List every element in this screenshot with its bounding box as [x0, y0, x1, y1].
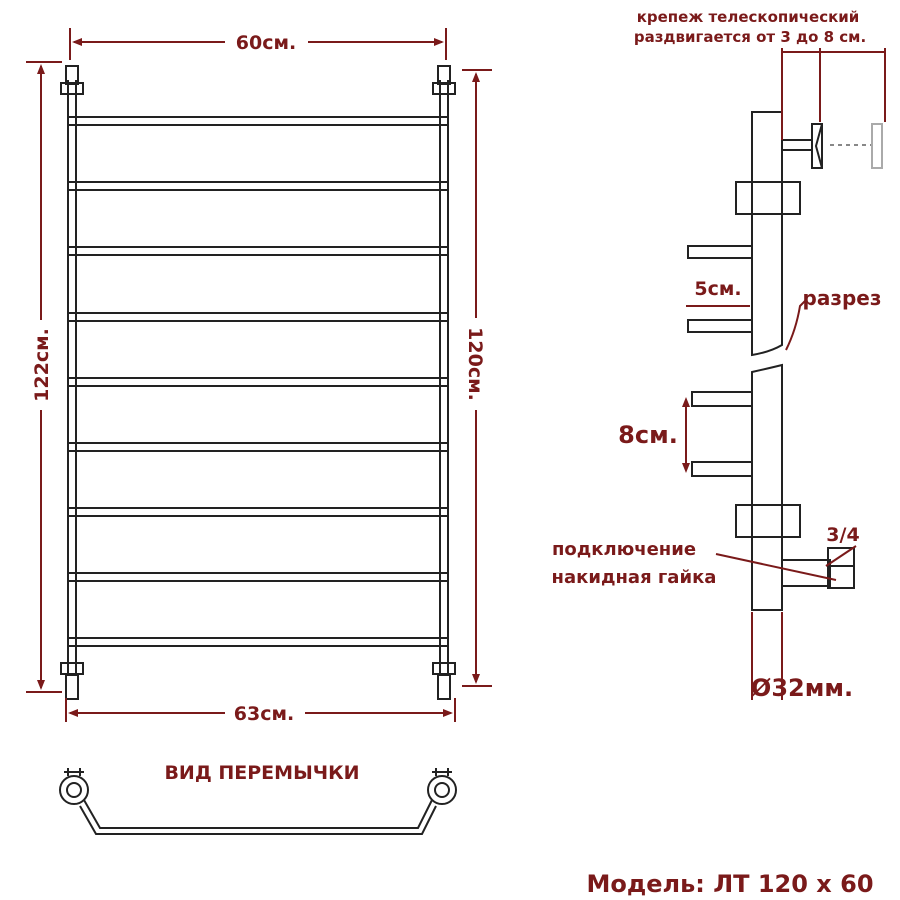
total-height-label: 122см.	[31, 328, 53, 402]
mount-note-line2: раздвигается от 3 до 8 см.	[633, 28, 867, 46]
connection-fitting	[716, 546, 856, 588]
lower-rungs	[692, 392, 752, 476]
rung	[68, 573, 448, 581]
rung	[68, 247, 448, 255]
rung	[68, 117, 448, 125]
mount-height-label: 120см.	[464, 327, 486, 401]
rungs	[68, 117, 448, 646]
rung	[68, 443, 448, 451]
section-label: разрез	[802, 286, 882, 310]
rung	[68, 378, 448, 386]
side-view	[552, 8, 885, 702]
model-label: Модель: ЛТ 120 х 60	[586, 870, 874, 898]
mount-height-dimension	[462, 70, 492, 686]
top-width-dimension	[70, 28, 446, 60]
rung	[68, 182, 448, 190]
rung-offset-label: 5см.	[694, 278, 742, 300]
bridge-view	[60, 762, 456, 834]
total-height-dimension	[26, 62, 62, 692]
bottom-width-label: 63см.	[233, 703, 295, 725]
mount-note-line1: крепеж телескопический	[636, 8, 860, 26]
rung-offset-dimension	[686, 278, 750, 306]
upper-post	[752, 112, 782, 355]
connection-line2: накидная гайка	[551, 567, 717, 588]
top-width-label: 60см.	[235, 32, 297, 54]
bottom-width-dimension	[66, 698, 455, 725]
left-post	[61, 66, 83, 699]
pipe-diameter-label: Ø32мм.	[750, 674, 854, 702]
rung-spacing-dimension	[618, 397, 690, 473]
section-marker	[786, 286, 881, 350]
rung	[68, 508, 448, 516]
rung-spacing-label: 8см.	[618, 421, 678, 449]
front-view	[26, 28, 492, 725]
lower-post	[752, 365, 782, 610]
telescopic-mount	[634, 8, 885, 168]
right-post	[433, 66, 455, 699]
connection-line1: подключение	[551, 539, 697, 560]
pipe-diameter-dimension	[751, 612, 853, 702]
rung	[68, 313, 448, 321]
thread-size-label: 3/4	[826, 524, 860, 546]
rung	[68, 638, 448, 646]
bridge-view-label: ВИД ПЕРЕМЫЧКИ	[164, 762, 360, 784]
